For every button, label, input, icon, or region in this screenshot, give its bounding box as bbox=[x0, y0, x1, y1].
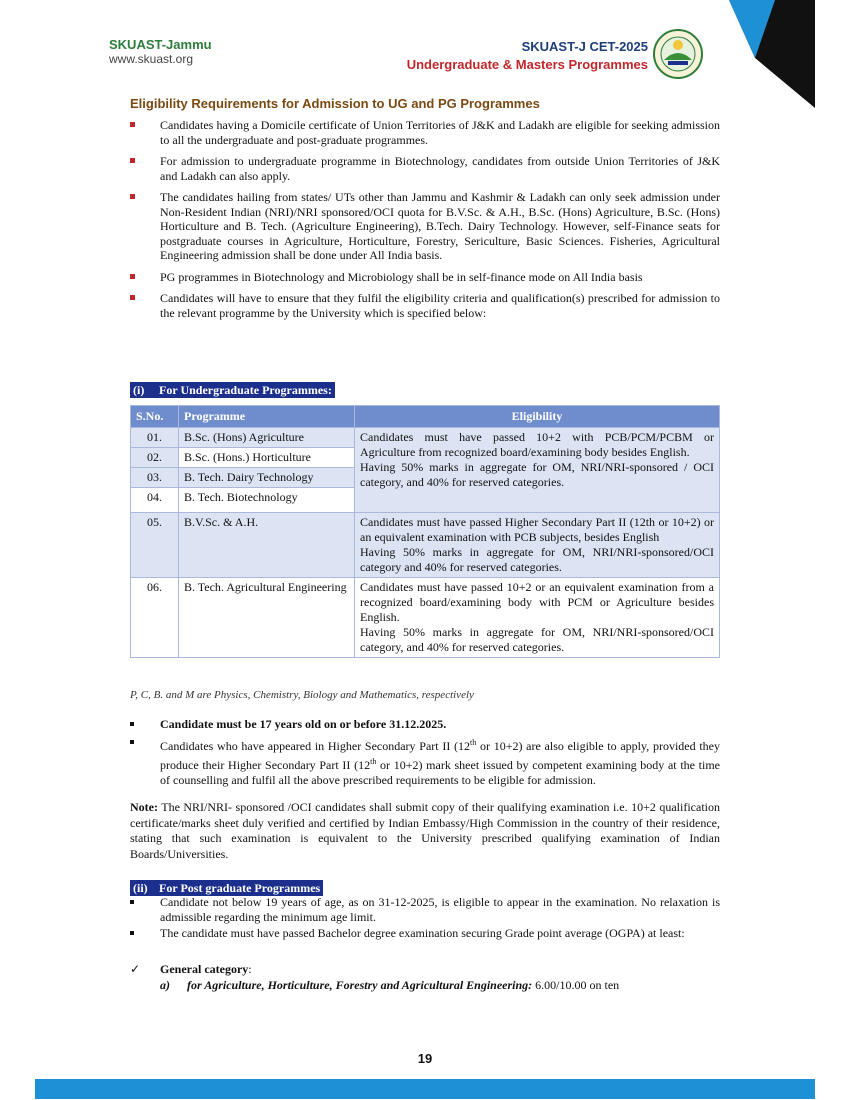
eligibility-list bbox=[130, 118, 720, 327]
header-left bbox=[109, 38, 212, 66]
eligibility-text: Candidates must have passed Higher Secondary Part II (12th or 10+2) or an equivalent examination with PCB subjects, besides English bbox=[360, 515, 714, 544]
table-row bbox=[131, 578, 720, 658]
eligibility-text: Candidates must have passed 10+2 with PCB/PCM/PCBM or Agriculture from recognized board/examining body besides English. bbox=[360, 430, 714, 459]
list-item: For admission to undergraduate programme in Biotechnology, candidates from outside Union Territories of J&K and Ladakh can also apply. bbox=[130, 154, 720, 183]
list-item: Candidates having a Domicile certificate of Union Territories of J&K and Ladakh are eligible for seeking admission to all the undergraduate and post-graduate programmes. bbox=[130, 118, 720, 147]
list-item: The candidates hailing from states/ UTs other than Jammu and Kashmir & Ladakh can only seek admission under Non-Resident Indian (NRI)/NRI sponsored/OCI quota for B.V.Sc. & A.H., B.Sc. (Hons) Agriculture, B.Sc. (Hons) Horticulture and B. Tech. (Agriculture Engineering), B.Tech. Dairy Technology. However, self-Finance seats for postgraduate courses in Agriculture, Horticulture, Forestry, Sericulture, Basic Sciences. Fisheries, Agricultural Engineering admission shall be done under All India basis. bbox=[130, 190, 720, 263]
list-item: PG programmes in Biotechnology and Microbiology shall be in self-finance mode on All India basis bbox=[130, 270, 720, 285]
checkmark-icon: ✓ bbox=[130, 962, 141, 976]
list-item bbox=[130, 735, 720, 788]
header-right bbox=[407, 38, 648, 74]
ug-heading bbox=[130, 381, 720, 399]
list-item: Candidates will have to ensure that they fulfil the eligibility criteria and qualification(s) prescribed for admission to the relevant programme by the University which is specified below: bbox=[130, 291, 720, 320]
page-number: 19 bbox=[417, 1051, 433, 1066]
cell-sno: 04. bbox=[131, 488, 179, 513]
cell-programme: B.Sc. (Hons.) Horticulture bbox=[179, 448, 355, 468]
list-item bbox=[130, 717, 720, 732]
age-rule: Candidate must be 17 years old on or before 31.12.2025. bbox=[160, 717, 447, 731]
appeared-text-3: or 10+2) mark sheet issued by competent examining body at the time of counselling and fulfil all the above prescribed requirements to be eligible for admission. bbox=[160, 758, 720, 787]
cell-programme: B.V.Sc. & A.H. bbox=[179, 513, 355, 578]
corner-decoration-icon bbox=[729, 0, 815, 108]
cell-programme: B. Tech. Dairy Technology bbox=[179, 468, 355, 488]
pg-heading-number: (ii) bbox=[133, 881, 148, 895]
note-text: The NRI/NRI- sponsored /OCI candidates shall submit copy of their qualifying examination i.e. 10+2 qualification certificate/marks sheet duly verified and certified by Indian Embassy/High Commission in the country of their residence, stating that such examination is equivalent to the University prescribed qualifying examination of Indian Boards/Universities. bbox=[130, 800, 720, 861]
table-header-row bbox=[131, 406, 720, 428]
eligibility-text: Having 50% marks in aggregate for OM, NRI/NRI-sponsored / OCI category, and 40% for reserved categories. bbox=[360, 460, 714, 489]
university-seal-icon bbox=[652, 28, 704, 80]
pg-heading-text: For Post graduate Programmes bbox=[159, 881, 321, 895]
superscript-th: th bbox=[370, 757, 377, 766]
cell-sno: 06. bbox=[131, 578, 179, 658]
ug-heading-text: For Undergraduate Programmes: bbox=[159, 383, 332, 397]
ug-heading-number: (i) bbox=[133, 383, 145, 397]
general-category-label: General category bbox=[160, 962, 249, 976]
pg-eligibility-list bbox=[130, 895, 720, 941]
subclause-heading: for Agriculture, Horticulture, Forestry and Agricultural Engineering: bbox=[187, 978, 533, 992]
table-row bbox=[131, 513, 720, 578]
cell-eligibility bbox=[355, 513, 720, 578]
appeared-text-2: or 10+2) are also eligible to apply, provided they produce their Higher Secondary Part II (12 bbox=[160, 739, 720, 772]
nri-note bbox=[130, 800, 720, 862]
note-label: Note: bbox=[130, 800, 158, 814]
cell-programme: B.Sc. (Hons) Agriculture bbox=[179, 428, 355, 448]
list-item: The candidate must have passed Bachelor degree examination securing Grade point average (OGPA) at least: bbox=[130, 926, 720, 941]
org-name: SKUAST-Jammu bbox=[109, 37, 212, 52]
cell-sno: 01. bbox=[131, 428, 179, 448]
table-footnote: P, C, B. and M are Physics, Chemistry, Biology and Mathematics, respectively bbox=[130, 689, 474, 701]
general-category-line bbox=[130, 962, 720, 977]
general-category-colon: : bbox=[248, 962, 252, 976]
cell-eligibility bbox=[355, 428, 720, 513]
website-link[interactable]: www.skuast.org bbox=[109, 52, 194, 66]
cell-programme: B. Tech. Biotechnology bbox=[179, 488, 355, 513]
section-title: Eligibility Requirements for Admission to UG and PG Programmes bbox=[130, 96, 540, 111]
appeared-text-1: Candidates who have appeared in Higher Secondary Part II (12 bbox=[160, 739, 471, 753]
age-eligibility-list bbox=[130, 717, 720, 788]
col-header-eligibility: Eligibility bbox=[355, 406, 720, 428]
cell-eligibility bbox=[355, 578, 720, 658]
pg-subclause-a bbox=[130, 978, 720, 993]
table-row bbox=[131, 428, 720, 448]
superscript-th: th bbox=[470, 738, 477, 747]
exam-title: SKUAST-J CET-2025 bbox=[521, 39, 648, 54]
eligibility-text: Candidates must have passed 10+2 or an equivalent examination from a recognized board/examining body with PCM or Agriculture besides English. bbox=[360, 580, 714, 624]
cell-programme: B. Tech. Agricultural Engineering bbox=[179, 578, 355, 658]
eligibility-text: Having 50% marks in aggregate for OM, NRI/NRI-sponsored/OCI category, and 40% for reserved categories. bbox=[360, 625, 714, 654]
list-item: Candidate not below 19 years of age, as on 31-12-2025, is eligible to appear in the examination. No relaxation is admissible regarding the minimum age limit. bbox=[130, 895, 720, 925]
cell-sno: 05. bbox=[131, 513, 179, 578]
cell-sno: 03. bbox=[131, 468, 179, 488]
cell-sno: 02. bbox=[131, 448, 179, 468]
subclause-text: 6.00/10.00 on ten bbox=[532, 978, 620, 992]
footer-bar bbox=[35, 1079, 815, 1099]
subclause-marker: a) bbox=[160, 978, 170, 992]
programmes-title: Undergraduate & Masters Programmes bbox=[406, 57, 648, 72]
ug-eligibility-table bbox=[130, 405, 720, 658]
col-header-sno: S.No. bbox=[131, 406, 179, 428]
col-header-programme: Programme bbox=[179, 406, 355, 428]
eligibility-text: Having 50% marks in aggregate for OM, NRI/NRI-sponsored/OCI category and 40% for reserved categories. bbox=[360, 545, 714, 574]
